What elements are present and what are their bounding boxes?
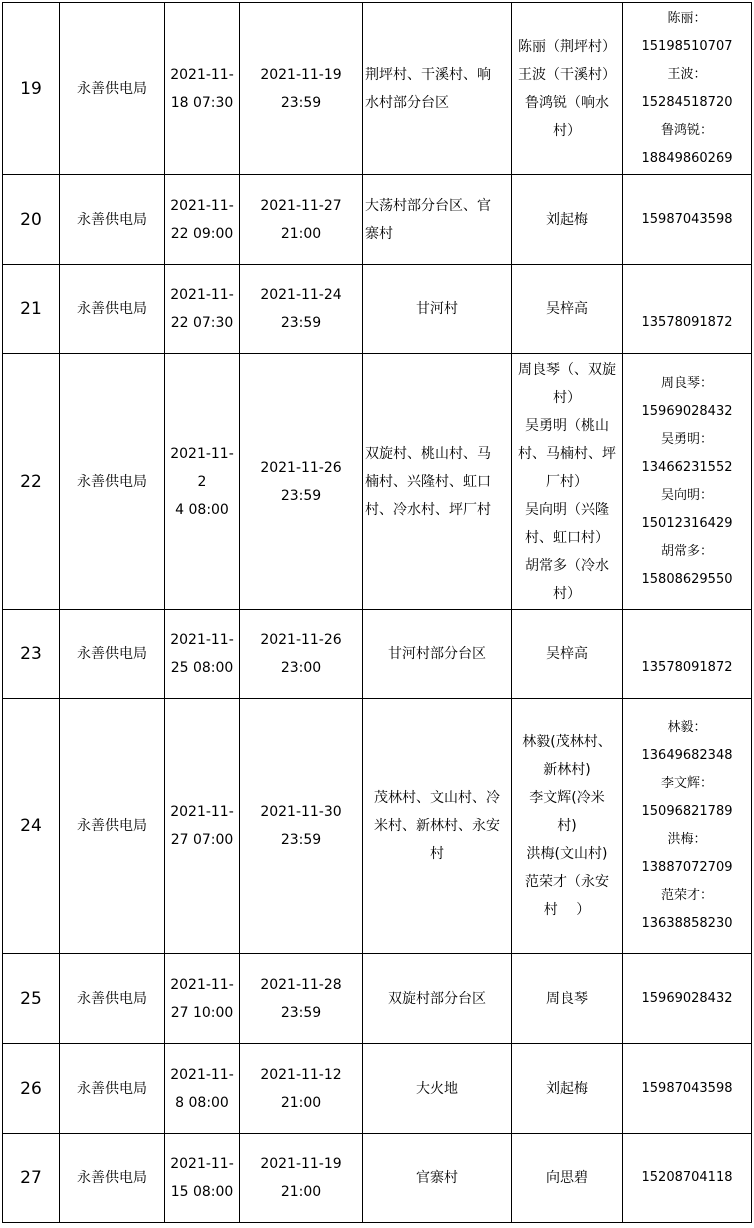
contact-phone-line: 陈丽： — [667, 10, 707, 26]
contact-person-line: 厂村） — [546, 473, 588, 490]
contact-phone-line: 15969028432 — [641, 990, 733, 1006]
contact-phone-line: 13649682348 — [641, 748, 733, 763]
start-time — [165, 610, 240, 699]
end-time-line: 2021-11-27 — [260, 197, 342, 214]
contact-phone-line: 13578091872 — [641, 315, 733, 330]
start-time-line: 18 07:30 — [170, 94, 234, 111]
start-time — [165, 265, 240, 354]
affected-area — [363, 175, 512, 265]
end-time — [240, 3, 363, 175]
affected-area-line: 甘河村部分台区 — [388, 646, 486, 662]
row-number: 25 — [3, 954, 60, 1044]
table-row — [3, 1044, 752, 1134]
end-time — [240, 1044, 363, 1134]
power-unit: 永善供电局 — [60, 3, 165, 175]
start-time-line: 2021-11- — [170, 66, 234, 83]
contact-person-line: 林毅(茂林村、 — [522, 734, 612, 750]
power-unit: 永善供电局 — [60, 699, 165, 954]
power-unit: 永善供电局 — [60, 610, 165, 699]
affected-area-line: 大荡村部分台区、官 — [365, 197, 491, 214]
contact-phone-line — [625, 281, 749, 309]
start-time-line: 2021-11- — [170, 1066, 234, 1083]
start-time-line: 27 10:00 — [170, 1004, 234, 1021]
start-time-line: 27 07:00 — [170, 832, 234, 848]
affected-area-line: 大火地 — [416, 1080, 458, 1097]
affected-area-line: 官寨村 — [416, 1170, 458, 1186]
row-number: 24 — [3, 699, 60, 954]
end-time-line: 23:00 — [280, 660, 322, 676]
end-time-line: 21:00 — [280, 225, 322, 242]
contact-phone-line: 范荣才： — [660, 888, 713, 903]
contact-person — [512, 175, 623, 265]
row-number: 27 — [3, 1134, 60, 1223]
contact-phone-line: 吴向明： — [660, 487, 713, 503]
contact-phone-line: 王波： — [667, 66, 707, 82]
end-time — [240, 610, 363, 699]
contact-person — [512, 265, 623, 354]
affected-area-line: 米村、新林村、永安 — [374, 818, 500, 834]
start-time — [165, 1134, 240, 1223]
affected-area-line: 双旋村部分台区 — [388, 990, 486, 1007]
end-time-line: 23:59 — [280, 94, 322, 111]
start-time-line: 8 08:00 — [175, 1094, 229, 1111]
contact-phone-line: 周良琴： — [660, 375, 713, 391]
end-time-line: 2021-11-26 — [260, 459, 342, 476]
start-time-line: 2021-11- — [170, 1156, 234, 1172]
contact-phone-line: 15987043598 — [641, 211, 733, 227]
power-unit: 永善供电局 — [60, 354, 165, 610]
row-number: 26 — [3, 1044, 60, 1134]
contact-phone-line: 13638858230 — [641, 916, 733, 931]
contact-phone-line: 李文辉： — [660, 776, 713, 791]
affected-area — [363, 1044, 512, 1134]
contact-person-line: 村） — [553, 122, 581, 139]
start-time-line: 2021-11-2 — [170, 445, 234, 490]
contact-person — [512, 354, 623, 610]
start-time-line: 2021-11- — [170, 197, 234, 214]
power-unit: 永善供电局 — [60, 265, 165, 354]
start-time — [165, 3, 240, 175]
contact-phone-line: 林毅： — [667, 720, 707, 735]
contact-phone — [623, 1134, 752, 1223]
table-row — [3, 954, 752, 1044]
contact-phone-line: 胡常多： — [660, 543, 713, 559]
table-row — [3, 699, 752, 954]
contact-person-line: 新林村) — [543, 762, 591, 778]
end-time-line: 2021-11-12 — [260, 1066, 342, 1083]
row-number: 19 — [3, 3, 60, 175]
end-time — [240, 1134, 363, 1223]
outage-table — [2, 2, 752, 1223]
contact-person-line: 陈丽（荆坪村） — [518, 38, 616, 55]
contact-phone-line — [625, 626, 749, 654]
affected-area-line: 甘河村 — [416, 301, 458, 317]
contact-person-line: 村 ） — [543, 902, 591, 918]
table-row — [3, 175, 752, 265]
contact-person-line: 洪梅(文山村) — [526, 846, 608, 862]
end-time-line: 2021-11-30 — [260, 804, 342, 820]
start-time-line: 15 08:00 — [170, 1184, 234, 1200]
affected-area-line: 荆坪村、干溪村、响 — [365, 66, 491, 83]
start-time — [165, 699, 240, 954]
start-time-line: 2021-11- — [170, 804, 234, 820]
end-time-line: 23:59 — [280, 487, 322, 504]
contact-phone-line: 吴勇明： — [660, 431, 713, 447]
end-time — [240, 175, 363, 265]
start-time — [165, 954, 240, 1044]
affected-area — [363, 610, 512, 699]
start-time-line: 2021-11- — [170, 976, 234, 993]
contact-phone — [623, 954, 752, 1044]
contact-phone-line: 15969028432 — [641, 403, 733, 419]
contact-person — [512, 699, 623, 954]
start-time — [165, 1044, 240, 1134]
start-time-line: 2021-11- — [170, 287, 234, 303]
contact-person-line: 吴梓高 — [546, 301, 588, 317]
start-time — [165, 354, 240, 610]
contact-person-line: 村、马楠村、坪 — [518, 445, 616, 462]
contact-person-line: 吴向明（兴隆 — [525, 501, 609, 518]
start-time — [165, 175, 240, 265]
start-time-line: 22 09:00 — [170, 225, 234, 242]
contact-person-line: 吴梓高 — [546, 646, 588, 662]
table-row — [3, 354, 752, 610]
table-body — [3, 3, 752, 1223]
affected-area — [363, 1134, 512, 1223]
affected-area — [363, 699, 512, 954]
contact-person-line: 王波（干溪村） — [518, 66, 616, 83]
contact-phone-line: 15808629550 — [641, 571, 733, 587]
affected-area-line: 水村部分台区 — [365, 94, 449, 111]
end-time-line: 2021-11-24 — [260, 287, 342, 303]
contact-person — [512, 1044, 623, 1134]
affected-area — [363, 954, 512, 1044]
start-time-line: 2021-11- — [170, 632, 234, 648]
contact-phone-line: 15096821789 — [641, 804, 733, 819]
power-unit: 永善供电局 — [60, 954, 165, 1044]
contact-phone-line: 13578091872 — [641, 660, 733, 675]
contact-phone-line: 15284518720 — [641, 94, 733, 110]
contact-person-line: 李文辉(冷米 — [529, 790, 605, 806]
table-row — [3, 3, 752, 175]
contact-person-line: 刘起梅 — [546, 211, 588, 228]
contact-person-line: 周良琴 — [546, 990, 588, 1007]
affected-area — [363, 354, 512, 610]
contact-person-line: 胡常多（冷水 — [525, 557, 609, 574]
contact-person — [512, 610, 623, 699]
end-time-line: 2021-11-19 — [260, 66, 342, 83]
contact-phone — [623, 175, 752, 265]
affected-area-line: 寨村 — [365, 225, 393, 242]
end-time-line: 2021-11-28 — [260, 976, 342, 993]
contact-phone-line: 13887072709 — [641, 860, 733, 875]
contact-phone — [623, 1044, 752, 1134]
start-time-line: 4 08:00 — [175, 501, 229, 518]
affected-area-line: 楠村、兴隆村、虹口 — [365, 473, 491, 490]
start-time-line: 22 07:30 — [170, 315, 234, 331]
row-number: 22 — [3, 354, 60, 610]
contact-person-line: 刘起梅 — [546, 1080, 588, 1097]
contact-phone — [623, 265, 752, 354]
end-time — [240, 354, 363, 610]
power-unit: 永善供电局 — [60, 175, 165, 265]
affected-area-line: 村、冷水村、坪厂村 — [365, 501, 491, 518]
contact-phone — [623, 610, 752, 699]
affected-area-line: 茂林村、文山村、冷 — [374, 790, 500, 806]
row-number: 20 — [3, 175, 60, 265]
contact-person — [512, 954, 623, 1044]
table-row — [3, 1134, 752, 1223]
end-time-line: 23:59 — [280, 832, 322, 848]
end-time-line: 23:59 — [280, 1004, 322, 1021]
end-time-line: 2021-11-26 — [260, 632, 342, 648]
end-time-line: 23:59 — [280, 315, 322, 331]
affected-area-line: 双旋村、桃山村、马 — [365, 445, 491, 462]
table-row — [3, 265, 752, 354]
power-unit: 永善供电局 — [60, 1134, 165, 1223]
contact-phone — [623, 699, 752, 954]
contact-person-line: 周良琴（、双旋 — [518, 361, 616, 378]
contact-person-line: 村） — [553, 389, 581, 406]
contact-person-line: 村) — [557, 818, 577, 834]
affected-area-line: 村 — [430, 846, 444, 862]
contact-person — [512, 1134, 623, 1223]
end-time — [240, 265, 363, 354]
start-time-line: 25 08:00 — [170, 660, 234, 676]
contact-person-line: 村、虹口村） — [525, 529, 609, 546]
contact-phone — [623, 354, 752, 610]
contact-phone-line: 15012316429 — [641, 515, 733, 531]
end-time — [240, 699, 363, 954]
contact-person-line: 鲁鸿锐（响水 — [525, 94, 609, 111]
affected-area — [363, 265, 512, 354]
power-unit: 永善供电局 — [60, 1044, 165, 1134]
contact-phone-line: 18849860269 — [641, 150, 733, 166]
contact-person-line: 范荣才（永安 — [525, 874, 609, 890]
contact-person-line: 向思碧 — [546, 1170, 588, 1186]
contact-phone-line: 13466231552 — [641, 459, 733, 475]
row-number: 23 — [3, 610, 60, 699]
contact-person-line: 村） — [553, 585, 581, 602]
table-row — [3, 610, 752, 699]
contact-person-line: 吴勇明（桃山 — [525, 417, 609, 434]
end-time-line: 21:00 — [280, 1184, 322, 1200]
contact-phone-line: 鲁鸿锐： — [660, 122, 713, 138]
contact-phone-line: 15987043598 — [641, 1080, 733, 1096]
row-number: 21 — [3, 265, 60, 354]
contact-phone-line: 15198510707 — [641, 38, 733, 54]
contact-phone-line: 15208704118 — [641, 1170, 733, 1185]
end-time — [240, 954, 363, 1044]
contact-phone-line: 洪梅： — [667, 832, 707, 847]
contact-phone — [623, 3, 752, 175]
end-time-line: 2021-11-19 — [260, 1156, 342, 1172]
end-time-line: 21:00 — [280, 1094, 322, 1111]
affected-area — [363, 3, 512, 175]
contact-person — [512, 3, 623, 175]
